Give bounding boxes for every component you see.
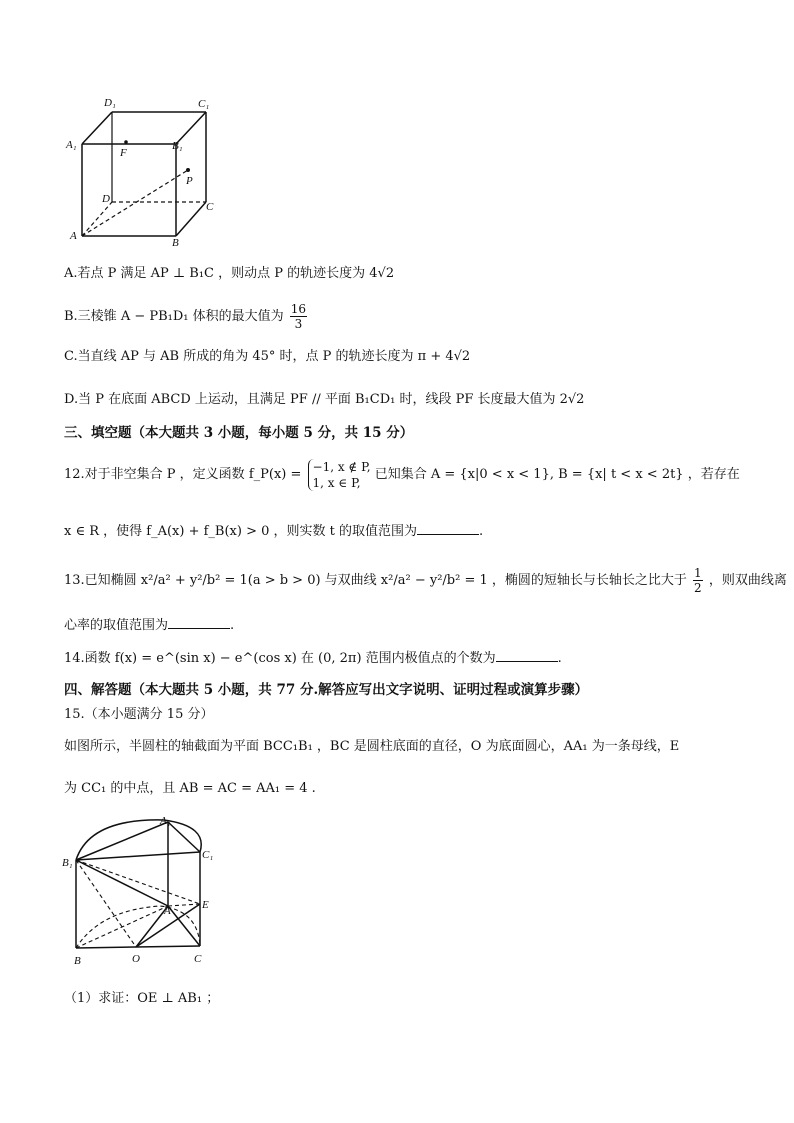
label-C: C <box>194 953 202 965</box>
q14-text: 14.函数 f(x) = e^(sin x) − e^(cos x) 在 (0, 2π) 范围内极值点的个数为 <box>64 651 496 666</box>
label-C1: C₁ <box>198 98 210 110</box>
q13-answer-blank <box>168 614 230 629</box>
q12-prefix: 12.对于非空集合 P ，定义函数 f_P(x) = <box>64 467 302 482</box>
label-C: C <box>206 201 214 213</box>
option-b-numerator: 16 <box>290 302 307 316</box>
point-P <box>186 168 190 172</box>
section4-heading: 四、解答题（本大题共 5 小题，共 77 分.解答应写出文字说明、证明过程或演算步骤） <box>64 682 589 698</box>
label-C1: C₁ <box>202 849 214 861</box>
question-15-title: 15.（本小题满分 15 分） <box>64 707 214 722</box>
q13-denominator: 2 <box>694 581 702 595</box>
label-A1: A₁ <box>66 139 77 151</box>
option-b-fraction <box>290 302 307 331</box>
label-D: D <box>102 193 110 205</box>
option-b-denominator: 3 <box>294 317 303 331</box>
section3-heading: 三、填空题（本大题共 3 小题，每小题 5 分，共 15 分） <box>64 425 414 441</box>
label-A: A <box>70 230 77 242</box>
cube-figure <box>60 94 220 246</box>
q12-piecewise <box>308 459 371 491</box>
q13-fraction <box>693 566 703 595</box>
question-15-line1: 如图所示，半圆柱的轴截面为平面 BCC₁B₁ ，BC 是圆柱底面的直径，O 为底面圆心，AA₁ 为一条母线，E <box>64 739 680 754</box>
question-12-line1 <box>64 458 740 492</box>
q13-numerator: 1 <box>694 566 702 580</box>
option-d: D.当 P 在底面 ABCD 上运动，且满足 PF // 平面 B₁CD₁ 时，线段 PF 长度最大值为 2√2 <box>64 392 585 407</box>
question-15-line2: 为 CC₁ 的中点，且 AB = AC = AA₁ = 4 . <box>64 781 316 796</box>
label-B1: B₁ <box>62 857 73 869</box>
label-B1: B₁ <box>172 140 183 152</box>
question-13-line2: 心率的取值范围为 . <box>64 614 234 636</box>
q12-suffix: 已知集合 A = {x|0 < x < 1}, B = {x| t < x < 2t} ，若存在 <box>374 467 740 482</box>
q12-answer-blank <box>417 520 479 535</box>
label-B: B <box>74 955 81 967</box>
q14-answer-blank <box>496 647 558 662</box>
label-A1: A₁ <box>160 815 171 827</box>
label-B: B <box>172 237 179 246</box>
q13-line2-text: 心率的取值范围为 <box>64 618 169 633</box>
q13-suffix: ，则双曲线离 <box>708 573 787 588</box>
q13-prefix: 13.已知椭圆 x²/a² + y²/b² = 1(a > b > 0) 与双曲线 x²/a² − y²/b² = 1 ，椭圆的短轴长与长轴长之比大于 <box>64 573 687 588</box>
q12-case2: 1, x ∈ P, <box>312 475 361 490</box>
label-P: P <box>186 175 193 187</box>
option-b <box>64 302 309 331</box>
question-14: 14.函数 f(x) = e^(sin x) − e^(cos x) 在 (0, 2π) 范围内极值点的个数为 . <box>64 647 562 669</box>
label-O: O <box>132 953 140 965</box>
q12-line2-text: x ∈ R ，使得 f_A(x) + f_B(x) > 0 ，则实数 t 的取值范围为 <box>64 524 417 539</box>
question-15-part1: （1）求证：OE ⊥ AB₁ ； <box>64 991 220 1006</box>
option-b-text: B.三棱锥 A − PB₁D₁ 体积的最大值为 <box>64 309 284 324</box>
label-A: A <box>164 905 171 917</box>
option-c: C.当直线 AP 与 AB 所成的角为 45° 时，点 P 的轨迹长度为 π + 4√2 <box>64 349 471 364</box>
label-E: E <box>202 899 209 911</box>
option-a: A.若点 P 满足 AP ⊥ B₁C ，则动点 P 的轨迹长度为 4√2 <box>64 266 395 281</box>
label-D1: D₁ <box>104 97 116 109</box>
label-F: F <box>120 147 127 159</box>
question-12-line2: x ∈ R ，使得 f_A(x) + f_B(x) > 0 ，则实数 t 的取值范围为 . <box>64 520 483 542</box>
question-13-line1 <box>64 566 787 596</box>
half-cylinder-figure <box>60 814 216 968</box>
q12-case1: −1, x ∉ P, <box>312 459 371 474</box>
point-F <box>124 140 128 144</box>
